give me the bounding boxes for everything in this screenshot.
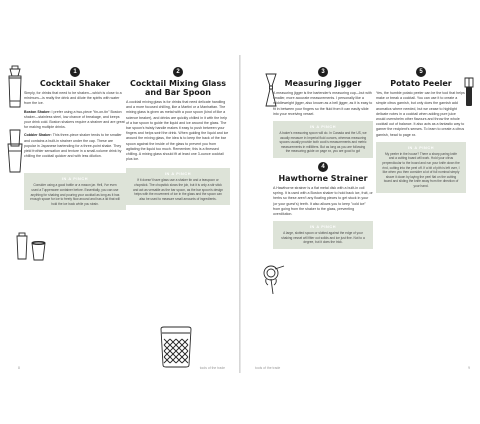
in-a-pinch-box [24,173,126,210]
in-a-pinch-box [126,168,230,205]
pinch-heading: IN A PINCH [407,145,435,150]
item-number: 2 [173,67,183,77]
strainer-illustration [263,265,285,295]
pinch-text: My peeler in the house? There a sharp paring knife and a cutting board will work. Hold your citrus perpendicular to the board and run your knife down the rind, cutting into the peel off. If a bit of pith is left over, I like when you then consider a lot of full nominal simply shave it down by laying the peel flat on the cutting board and sliding the knife away from the direction of your hand. [382,151,460,188]
pinch-heading: IN A PINCH [309,125,337,130]
pinch-text: If it doesn't have glass use a shaker tin and a teaspoon or chopstick. The chopstick slows the job, but it is only a stir stick and act as versatile as the bar spoon, as the bar spoon's design helps with the movement of ice in the glass and the spoon can also be used to measure small amounts of ingredients. [132,178,224,201]
item-number: 4 [318,162,328,172]
column-mixing-glass [126,67,230,209]
section-body [376,91,466,138]
cobbler-illustration [14,232,48,262]
term-label: Boston Shaker: [24,109,51,114]
term-text: I prefer using a two-piece "tin-on-tin" Boston shaker—stainless steel, low chance of breakage, and keeps your drink cold. Boston shakers require a strainer and are great for making multiple drinks. [24,109,125,130]
pinch-text: Consider using a good bottle or a mason jar. Hell, I've even used a Tupperware container before. Essentially, you can use anything for shaking and pouring your cocktail as long as it has enough space for ice to freely flow around and has a lid that will hold the ice back while you strain. [30,183,120,206]
page-number-left: 8 [18,366,20,370]
running-footer-right: tools of the trade [255,366,281,370]
pinch-heading: IN A PINCH [309,225,337,230]
paragraph: Simply, for drinks that need to be shaken—which is close to a minimum—is really the drink and dilute the spirits with water from the ice. [24,91,122,106]
item-number: 1 [70,67,80,77]
paragraph: A measuring jigger is the bartender's measuring cup—but with smaller, more accurate measurements. I personally like a middleweight jigger, also known as a bell jigger, as it is easy to fit in between your fingers so the fluid from it can easily slide into your receiving vessel. [273,91,373,116]
column-cocktail-shaker [24,67,126,214]
left-page [0,55,239,373]
pinch-text: A baker's measuring spoon will do. In Canada and the US, we usually measure in Imperial fluid ounces, whereas measuring spoons usually provide both cook's measurements and metric measurements in milliliters. But as long as you are following the measuring guide on page xx, you are good to go! [279,131,367,154]
mixing-glass-illustration [158,325,194,369]
section-body [273,91,373,117]
section-body [24,91,126,159]
section-title: Cocktail Mixing Glass and Bar Spoon [130,79,226,97]
item-number: 3 [318,67,328,77]
section-title: Cocktail Shaker [39,79,111,88]
section-body [273,186,373,217]
boston-shaker-illustration [6,129,24,173]
paragraph: Yes, the humble potato peeler can be the tool that helps make or break a cocktail. You can use it to create a simple citrus garnish, but only does the garnish add aromatics where needed, but we cease to highlight delicate notes in a cocktail when adding pure juice would overwhelm other flavours and throw the whole cocktail out of balance. It also acts as a fantastic way to garner the recipient's senses. To learn to create a citrus garnish, head to page xx. [376,91,465,137]
shaker-illustration [6,65,24,109]
section-title: Measuring Jigger [284,79,362,88]
page-number-right: 9 [468,366,470,370]
column-jigger [273,67,373,253]
paragraph: A Hawthorne strainer is a flat metal disk with a built-in coil spring. It is used with a Boston shaker to hold back ice, fruit, or herbs so these aren't any floating pieces to get stuck in your (or your guest's) teeth. It also allows you to keep "cold ice" from going from the shaker to the glass, preventing overdilution. [273,185,373,216]
section-body [126,100,230,162]
in-a-pinch-box [273,221,373,249]
pinch-heading: IN A PINCH [164,172,192,177]
term-label: Cobbler Shaker: [24,133,52,138]
paragraph: A cocktail mixing glass is for drinks that need delicate handling and a more focused chilling, like a Martini or a Manhattan. The mixing glass is given as metal with a poor spoon (kind of like a science beaker), and drinks are quickly chilled in it with the help of a bar spoon to guide the liquid and ice around the glass. The bar spoon's twisty handle makes it easy to push between your fingers and helps swirl the drink. When guiding the liquid and ice around the mixing glass, the idea is to keep the back of the bar spoon against the inside of the glass to prevent you from agitating the liquid too much. Remember, this is a finessed chilling. A mixing glass should fit at least one 3-ounce cocktail plus ice. [126,100,229,162]
paragraph-cobbler [24,133,126,159]
section-title: Hawthorne Strainer [278,173,368,183]
term-text: This three-piece shaker tends to be smaller and contains a built-in strainer under the cap. These are popular in Japanese bartending for a three-point shake. They yield frothier sensation and texture in a small-volume drink by chilling the cocktail quicker and with less dilution. [24,133,122,159]
column-peeler [376,67,466,197]
right-page [241,55,480,373]
paragraph-boston [24,110,126,131]
in-a-pinch-box [376,142,466,193]
pinch-heading: IN A PINCH [61,177,89,182]
item-number: 5 [416,67,426,77]
running-footer-left: tools of the trade [199,366,225,370]
in-a-pinch-box [273,121,373,158]
section-title: Potato Peeler [390,79,452,88]
pinch-text: A large, slotted spoon or slotted against the edge of your shaking vessel will filter out solids and ice just fine. Not to a degree, but it does the trick. [281,231,365,245]
